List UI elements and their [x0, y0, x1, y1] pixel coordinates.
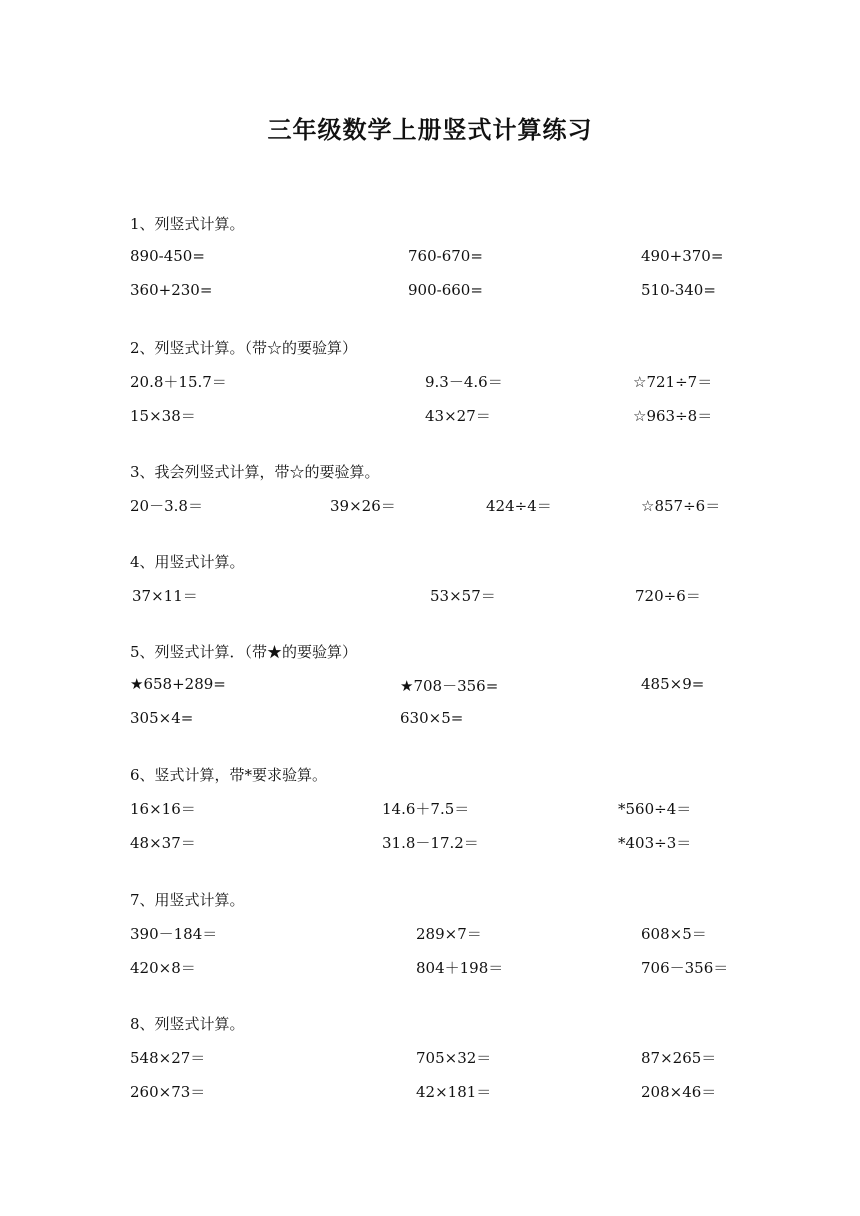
section-heading: 2、列竖式计算。（带☆的要验算）	[130, 339, 358, 357]
math-problem: 208×46＝	[641, 1083, 717, 1101]
math-problem: ★708－356=	[400, 677, 499, 695]
math-problem: 9.3－4.6＝	[425, 373, 503, 391]
math-problem: 706－356＝	[641, 959, 729, 977]
math-problem: *560÷4＝	[618, 800, 692, 818]
math-problem: 424÷4＝	[486, 497, 552, 515]
math-problem: 720÷6＝	[635, 587, 701, 605]
math-problem: 760-670=	[408, 247, 483, 265]
math-problem: 289×7＝	[416, 925, 482, 943]
math-problem: 260×73＝	[130, 1083, 206, 1101]
math-problem: 804＋198＝	[416, 959, 504, 977]
math-problem: 705×32＝	[416, 1049, 492, 1067]
math-problem: 16×16＝	[130, 800, 196, 818]
math-problem: 87×265＝	[641, 1049, 717, 1067]
section-heading: 1、列竖式计算。	[130, 215, 245, 233]
math-problem: 360+230=	[130, 281, 213, 299]
math-problem: 510-340=	[641, 281, 716, 299]
section-heading: 3、我会列竖式计算，带☆的要验算。	[130, 463, 380, 481]
math-problem: 48×37＝	[130, 834, 196, 852]
math-problem: 420×8＝	[130, 959, 196, 977]
section-heading: 6、竖式计算，带*要求验算。	[130, 766, 328, 784]
math-problem: 20.8＋15.7＝	[130, 373, 227, 391]
section-heading: 4、用竖式计算。	[130, 553, 245, 571]
math-problem: 548×27＝	[130, 1049, 206, 1067]
math-problem: 608×5＝	[641, 925, 707, 943]
section-heading: 8、列竖式计算。	[130, 1015, 245, 1033]
math-problem: 20－3.8＝	[130, 497, 203, 515]
math-problem: 890-450=	[130, 247, 205, 265]
section-heading: 5、列竖式计算．（带★的要验算）	[130, 643, 358, 661]
page-title: 三年级数学上册竖式计算练习	[267, 115, 593, 144]
math-problem: 42×181＝	[416, 1083, 492, 1101]
math-problem: 485×9=	[641, 675, 705, 693]
math-problem: ☆721÷7＝	[633, 373, 713, 391]
math-problem: 630×5=	[400, 709, 464, 727]
math-problem: 43×27＝	[425, 407, 491, 425]
math-problem: 53×57＝	[430, 587, 496, 605]
math-problem: 31.8－17.2＝	[382, 834, 479, 852]
section-heading: 7、用竖式计算。	[130, 891, 245, 909]
math-problem: ☆963÷8＝	[633, 407, 713, 425]
math-problem: ★658+289=	[130, 675, 226, 693]
math-problem: 305×4=	[130, 709, 194, 727]
math-problem: 39×26＝	[330, 497, 396, 515]
math-problem: 14.6＋7.5＝	[382, 800, 470, 818]
math-problem: 15×38＝	[130, 407, 196, 425]
math-problem: 390－184＝	[130, 925, 218, 943]
math-problem: 37×11＝	[132, 587, 198, 605]
math-problem: ☆857÷6＝	[641, 497, 721, 515]
math-problem: *403÷3＝	[618, 834, 692, 852]
math-problem: 490+370=	[641, 247, 724, 265]
math-problem: 900-660=	[408, 281, 483, 299]
